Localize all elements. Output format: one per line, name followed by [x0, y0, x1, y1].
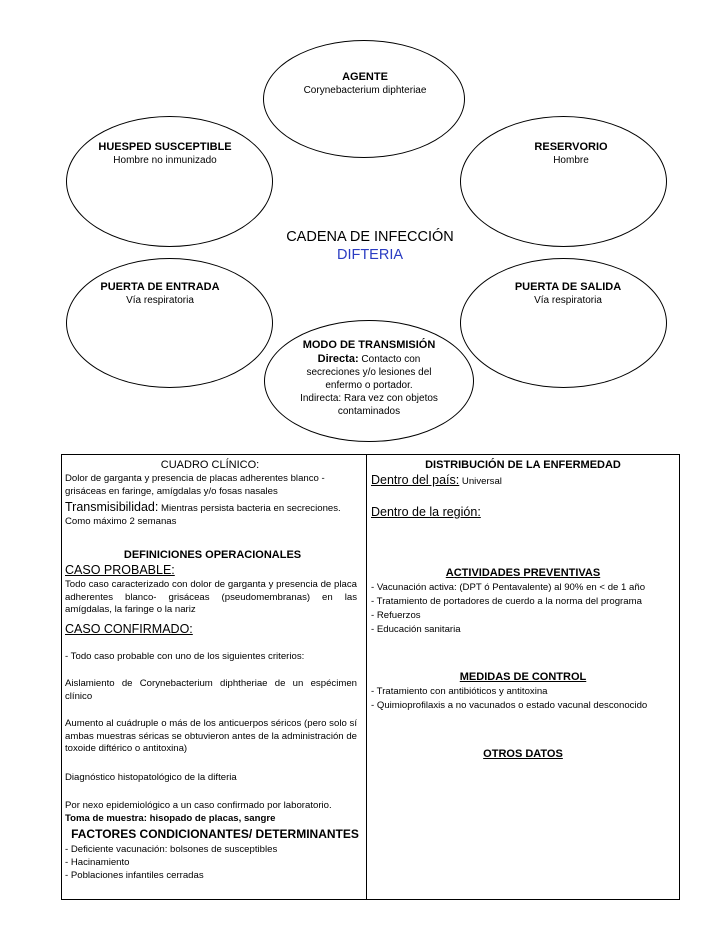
caso-confirmado-intro: - Todo caso probable con uno de los siguientes criterios:: [65, 651, 305, 662]
chain-subtitle: DIFTERIA: [336, 247, 404, 263]
criterio-4: Por nexo epidemiológico a un caso confirmado por laboratorio.: [65, 800, 332, 811]
modo-directa-text: Contacto con secreciones y/o lesiones del enfermo o portador.: [306, 354, 432, 391]
cuadro-clinico-text: Dolor de garganta y presencia de placas adherentes blanco - grisáceas en faringe, amígdalas y/o fosas nasales: [65, 473, 325, 497]
agente-title: AGENTE: [342, 71, 388, 83]
agente-ellipse: [263, 40, 465, 158]
chain-title: CADENA DE INFECCIÓN: [286, 229, 454, 245]
puerta-salida-node: [483, 280, 653, 307]
puerta-entrada-ellipse: [66, 258, 273, 388]
actividad-item: - Vacunación activa: (DPT ó Pentavalente) al 90% en < de 1 año: [371, 582, 646, 593]
actividad-item: - Tratamiento de portadores de cuerdo a la norma del programa: [371, 596, 642, 607]
transmisibilidad-max: Como máximo 2 semanas: [65, 516, 177, 527]
medidas-title: MEDIDAS DE CONTROL: [459, 671, 587, 683]
reservorio-text: Hombre: [553, 155, 589, 166]
criterio-3: Diagnóstico histopatológico de la difteria: [65, 772, 237, 783]
huesped-title: HUESPED SUSCEPTIBLE: [98, 141, 232, 153]
transmisibilidad: [65, 500, 365, 516]
modo-title: MODO DE TRANSMISIÓN: [302, 339, 436, 351]
modo-node: [291, 338, 447, 418]
reservorio-title: RESERVORIO: [534, 141, 608, 153]
cuadro-clinico-title: CUADRO CLÍNICO:: [160, 459, 260, 471]
dentro-del-pais: [371, 473, 671, 489]
modo-indirecta-text: Indirecta: Rara vez con objetos contaminados: [300, 393, 438, 417]
reservorio-ellipse: [460, 116, 667, 247]
factor-item: - Deficiente vacunación: bolsones de susceptibles: [65, 844, 278, 855]
actividades-title: ACTIVIDADES PREVENTIVAS: [445, 567, 601, 579]
actividad-item: - Refuerzos: [371, 610, 421, 621]
factor-item: - Hacinamiento: [65, 857, 130, 868]
definiciones-title: DEFINICIONES OPERACIONALES: [123, 549, 302, 561]
huesped-node: [80, 140, 250, 167]
puerta-entrada-text: Vía respiratoria: [126, 295, 194, 306]
huesped-ellipse: [66, 116, 273, 247]
distribucion-title: DISTRIBUCIÓN DE LA ENFERMEDAD: [425, 459, 621, 471]
dentro-del-pais-value: Universal: [461, 476, 502, 487]
dentro-del-pais-label: Dentro del país:: [371, 473, 460, 487]
puerta-salida-title: PUERTA DE SALIDA: [514, 281, 622, 293]
reservorio-node: [486, 140, 656, 167]
otros-datos-title: OTROS DATOS: [483, 748, 563, 760]
actividad-item: - Educación sanitaria: [371, 624, 461, 635]
agente-text: Corynebacterium diphteriae: [303, 85, 427, 96]
chain-center-title: [270, 228, 470, 264]
huesped-text: Hombre no inmunizado: [113, 155, 217, 166]
dentro-de-la-region-label: Dentro de la región:: [371, 505, 481, 519]
factor-item: - Poblaciones infantiles cerradas: [65, 870, 204, 881]
puerta-entrada-title: PUERTA DE ENTRADA: [100, 281, 220, 293]
transmisibilidad-text: Mientras persista bacteria en secreciones.: [161, 503, 341, 514]
panel-divider: [366, 454, 367, 900]
modo-directa-label: Directa:: [317, 353, 359, 365]
caso-probable-text: Todo caso caracterizado con dolor de garganta y presencia de placa adherentes blanco- grisáceas (pseudomembranas) en las amígdalas, la faringe o la nariz: [65, 579, 357, 615]
medida-item: - Quimioprofilaxis a no vacunados o estado vacunal desconocido: [371, 700, 648, 711]
criterio-1: Aislamiento de Corynebacterium diphtheriae de un espécimen clínico: [65, 678, 357, 702]
medida-item: - Tratamiento con antibióticos y antitoxina: [371, 686, 548, 697]
agente-node: [275, 70, 455, 97]
transmisibilidad-label: Transmisibilidad:: [65, 500, 159, 514]
factores-title: FACTORES CONDICIONANTES/ DETERMINANTES: [71, 827, 359, 841]
toma-de-muestra: Toma de muestra: hisopado de placas, sangre: [65, 813, 276, 824]
puerta-entrada-node: [75, 280, 245, 307]
caso-confirmado-label: CASO CONFIRMADO:: [65, 622, 193, 636]
criterio-2: Aumento al cuádruple o más de los anticuerpos séricos (pero solo sí ambas muestras séricas se obtuvieron antes de la administración de toxoide diftérico o antitoxina): [65, 718, 357, 754]
caso-probable-label: CASO PROBABLE:: [65, 563, 175, 577]
puerta-salida-ellipse: [460, 258, 667, 388]
puerta-salida-text: Vía respiratoria: [534, 295, 602, 306]
